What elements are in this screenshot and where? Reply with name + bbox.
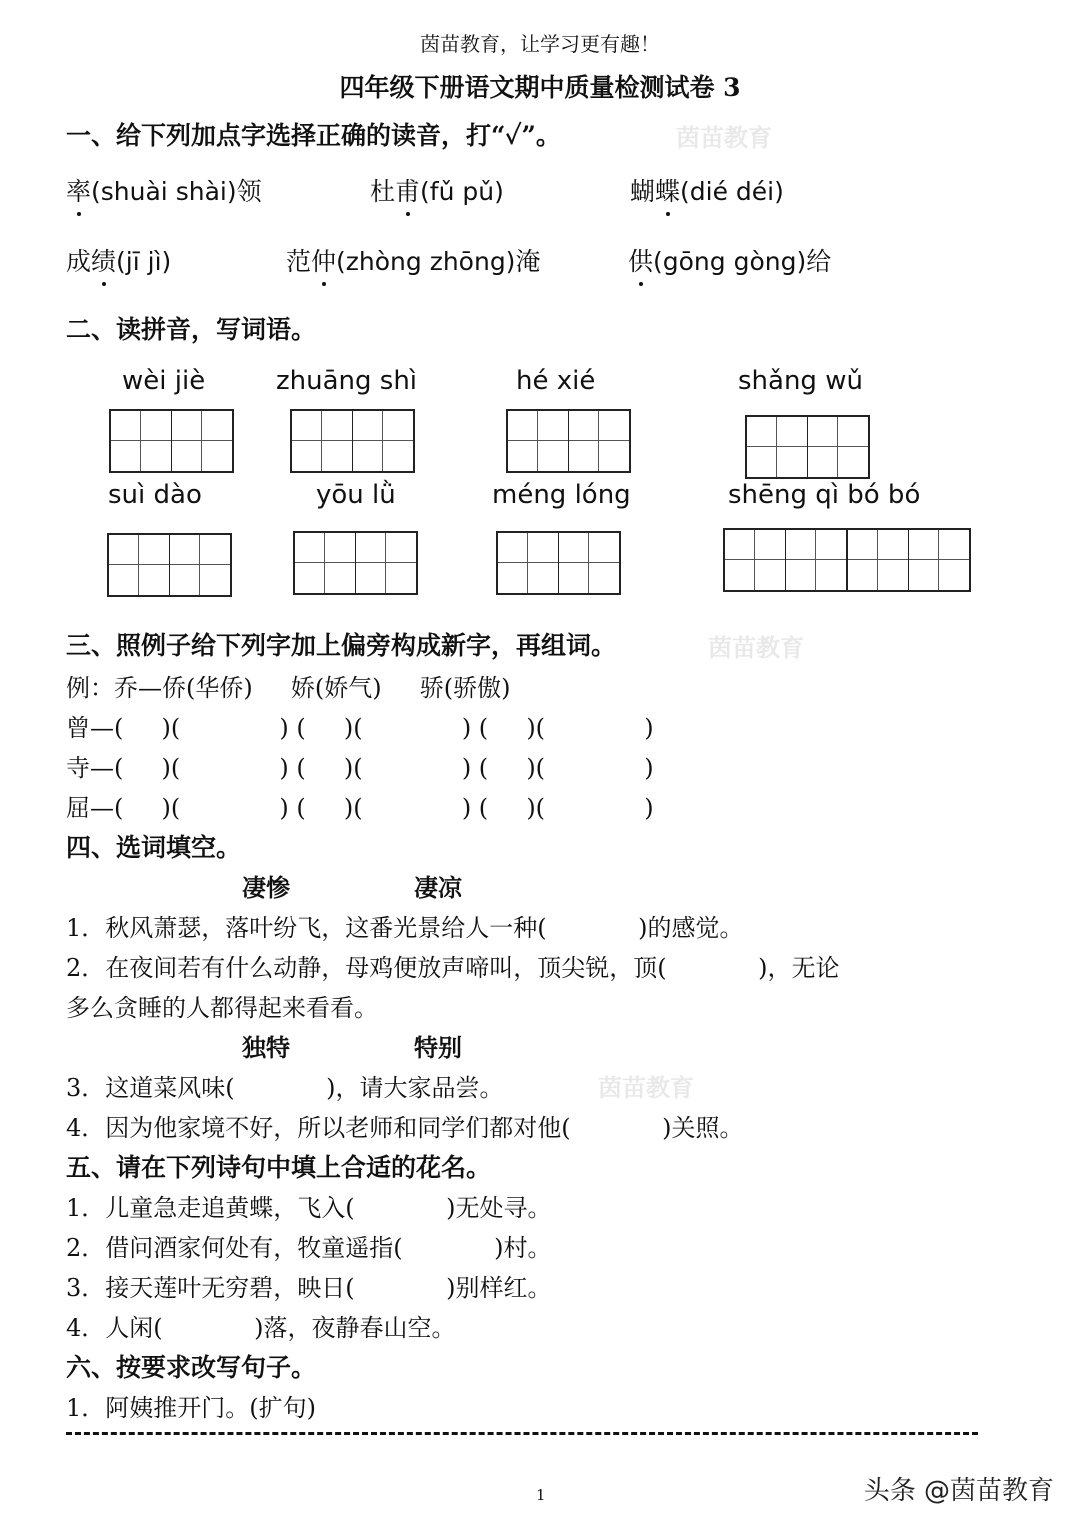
footer-credit: 头条 @茵苗教育: [863, 1476, 1054, 1506]
writing-grid[interactable]: [745, 415, 870, 479]
watermark: 茵苗教育: [708, 633, 804, 662]
s1-item-1: 率(shuài shài)领: [66, 172, 262, 208]
question: 4．因为他家境不好，所以老师和同学们都对他( )关照。: [66, 1114, 744, 1142]
watermark: 茵苗教育: [598, 1073, 694, 1102]
question: 1．秋风萧瑟，落叶纷飞，这番光景给人一种( )的感觉。: [66, 914, 744, 942]
s1-item-6: 供(gōng gòng)给: [628, 242, 831, 278]
s1-item-4: 成绩(jī jì): [66, 242, 171, 278]
writing-grid[interactable]: [723, 528, 971, 592]
page-title: 四年级下册语文期中质量检测试卷 3: [339, 73, 741, 102]
section-6-heading: 六、按要求改写句子。: [66, 1353, 317, 1382]
question: 2．在夜间若有什么动静，母鸡便放声啼叫，顶尖锐，顶( )，无论: [66, 954, 840, 982]
writing-grid[interactable]: [293, 531, 418, 595]
pinyin-label: shēng qì bó bó: [728, 480, 921, 510]
word-choice: 凄凉: [414, 873, 462, 902]
question: 4．人闲( )落，夜静春山空。: [66, 1314, 456, 1342]
section-1-heading: 一、给下列加点字选择正确的读音，打“✓”。: [66, 121, 561, 150]
radical-row: 曾—( )( ) ( )( ) ( )( ): [66, 714, 654, 742]
pinyin-label: hé xié: [516, 366, 596, 396]
question: 3．这道菜风味( )，请大家品尝。: [66, 1074, 504, 1102]
pinyin-label: wèi jiè: [122, 366, 206, 396]
word-choice: 独特: [242, 1033, 290, 1062]
section-5-heading: 五、请在下列诗句中填上合适的花名。: [66, 1153, 492, 1182]
writing-grid[interactable]: [290, 409, 415, 473]
radical-row: 屈—( )( ) ( )( ) ( )( ): [66, 794, 654, 822]
pinyin-label: shǎng wǔ: [738, 366, 863, 396]
answer-line[interactable]: [66, 1432, 978, 1435]
word-choice: 凄惨: [242, 873, 290, 902]
section-3-heading: 三、照例子给下列字加上偏旁构成新字，再组词。: [66, 631, 617, 660]
s1-item-2: 杜甫(fǔ pǔ): [370, 172, 504, 208]
page-header: 茵苗教育，让学习更有趣！: [420, 32, 660, 56]
question: 1．儿童急走追黄蝶，飞入( )无处寻。: [66, 1194, 552, 1222]
word-choice: 特别: [414, 1033, 462, 1062]
writing-grid[interactable]: [107, 533, 232, 597]
section-4-heading: 四、选词填空。: [66, 833, 242, 862]
pinyin-label: zhuāng shì: [276, 366, 418, 396]
s1-item-5: 范仲(zhòng zhōng)淹: [286, 242, 540, 278]
s1-item-3: 蝴蝶(dié déi): [630, 172, 784, 208]
question-continued: 多么贪睡的人都得起来看看。: [66, 994, 378, 1022]
writing-grid[interactable]: [506, 409, 631, 473]
question: 2．借问酒家何处有，牧童遥指( )村。: [66, 1234, 552, 1262]
section-2-heading: 二、读拼音，写词语。: [66, 315, 317, 344]
writing-grid[interactable]: [496, 531, 621, 595]
watermark: 茵苗教育: [676, 123, 772, 152]
pinyin-label: suì dào: [108, 480, 202, 510]
question: 3．接天莲叶无穷碧，映日( )别样红。: [66, 1274, 552, 1302]
pinyin-label: yōu lǜ: [316, 480, 396, 510]
question: 1．阿姨推开门。(扩句): [66, 1394, 316, 1422]
writing-grid[interactable]: [109, 409, 234, 473]
page-number: 1: [536, 1486, 546, 1504]
radical-row: 寺—( )( ) ( )( ) ( )( ): [66, 754, 654, 782]
example-line: 例：乔—侨(华侨) 娇(娇气) 骄(骄傲): [66, 674, 511, 702]
pinyin-label: méng lóng: [492, 480, 631, 510]
